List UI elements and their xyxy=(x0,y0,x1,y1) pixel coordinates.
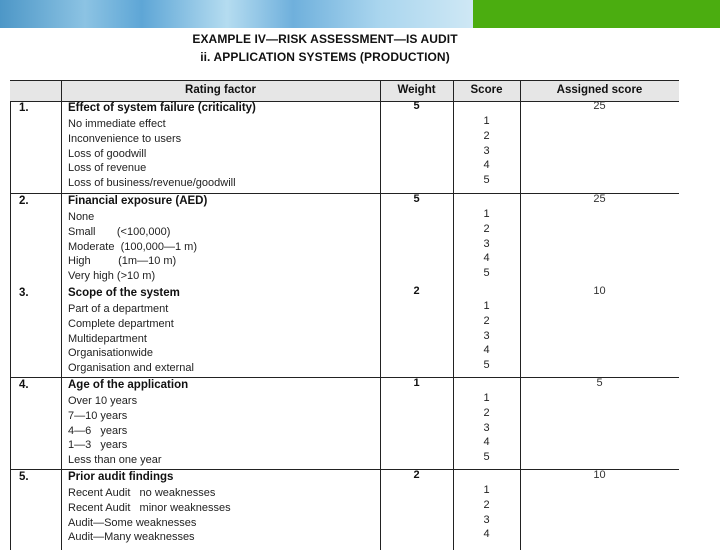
rating-option: Loss of business/revenue/goodwill xyxy=(68,177,236,190)
row-assigned-score: 5 xyxy=(596,377,603,389)
rating-option: Recent Audit no weaknesses xyxy=(68,487,216,499)
row-number: 4. xyxy=(19,379,29,391)
score-value: 5 xyxy=(483,267,490,280)
rating-option: Small (<100,000) xyxy=(68,225,171,238)
score-value: 4 xyxy=(483,344,490,357)
rating-option: Audit—Many weaknesses xyxy=(68,531,195,544)
row-assigned-score: 10 xyxy=(593,285,606,297)
rating-option: Multidepartment xyxy=(68,332,147,345)
header-assigned-score: Assigned score xyxy=(556,84,643,96)
score-value: 1 xyxy=(483,115,490,127)
score-value: 3 xyxy=(483,237,490,250)
score-value: 1 xyxy=(483,484,490,496)
score-value: 2 xyxy=(483,129,490,142)
row-number: 1. xyxy=(19,102,29,114)
row-title: Prior audit findings xyxy=(68,471,174,483)
row-assigned-score: 25 xyxy=(593,100,606,112)
rating-option: Less than one year xyxy=(68,454,162,467)
score-value: 2 xyxy=(483,406,490,419)
score-value: 2 xyxy=(483,222,490,235)
row-weight: 2 xyxy=(413,469,420,481)
row-number: 2. xyxy=(19,195,29,207)
row-assigned-score: 25 xyxy=(593,193,606,205)
banner-blue xyxy=(0,0,473,28)
column-divider xyxy=(61,80,62,550)
rating-option: None xyxy=(68,211,95,223)
score-value: 4 xyxy=(483,252,490,265)
score-value: 5 xyxy=(483,359,490,372)
row-weight: 1 xyxy=(413,377,420,389)
row-weight: 2 xyxy=(413,285,420,297)
score-value: 3 xyxy=(483,421,490,434)
score-value: 2 xyxy=(483,498,490,511)
score-value: 1 xyxy=(483,300,490,312)
score-value: 5 xyxy=(483,451,490,464)
row-title: Scope of the system xyxy=(68,287,180,299)
row-title: Financial exposure (AED) xyxy=(68,195,208,207)
row-assigned-score: 10 xyxy=(593,469,606,481)
row-weight: 5 xyxy=(413,100,420,112)
rating-option: Part of a department xyxy=(68,303,169,315)
rating-option: Loss of goodwill xyxy=(68,147,147,160)
rating-option: Loss of revenue xyxy=(68,162,147,175)
rating-option: Organisationwide xyxy=(68,347,153,360)
score-value: 2 xyxy=(483,314,490,327)
row-title: Effect of system failure (criticality) xyxy=(68,102,256,114)
score-value: 4 xyxy=(483,436,490,449)
row-weight: 5 xyxy=(413,193,420,205)
row-number: 3. xyxy=(19,287,29,299)
score-value: 1 xyxy=(483,392,490,404)
score-value: 5 xyxy=(483,174,490,187)
rating-option: Audit—Some weaknesses xyxy=(68,516,197,529)
rating-option: 4—6 years xyxy=(68,424,128,437)
score-value: 4 xyxy=(483,528,490,541)
rating-option: Recent Audit minor weaknesses xyxy=(68,501,231,514)
score-value: 4 xyxy=(483,159,490,172)
header-score: Score xyxy=(470,84,503,96)
header-weight: Weight xyxy=(397,84,436,96)
page-subtitle: ii. APPLICATION SYSTEMS (PRODUCTION) xyxy=(200,50,450,64)
banner-green xyxy=(473,0,720,28)
score-value: 3 xyxy=(483,144,490,157)
rating-option: Over 10 years xyxy=(68,395,138,407)
row-title: Age of the application xyxy=(68,379,189,391)
rating-option: Complete department xyxy=(68,317,174,330)
rating-option: Inconvenience to users xyxy=(68,132,182,145)
rating-option: Organisation and external xyxy=(68,362,194,375)
score-value: 3 xyxy=(483,329,490,342)
score-value: 3 xyxy=(483,513,490,526)
score-value: 1 xyxy=(483,208,490,220)
rating-option: High (1m—10 m) xyxy=(68,255,177,268)
rating-option: No immediate effect xyxy=(68,118,166,130)
page-title: EXAMPLE IV—RISK ASSESSMENT—IS AUDIT xyxy=(192,32,458,46)
row-number: 5. xyxy=(19,471,29,483)
rating-option: 7—10 years xyxy=(68,409,128,422)
rating-option: Moderate (100,000—1 m) xyxy=(68,240,198,253)
rating-option: Very high (>10 m) xyxy=(68,270,156,283)
rating-option: 1—3 years xyxy=(68,439,128,452)
header-rating-factor: Rating factor xyxy=(185,84,256,96)
